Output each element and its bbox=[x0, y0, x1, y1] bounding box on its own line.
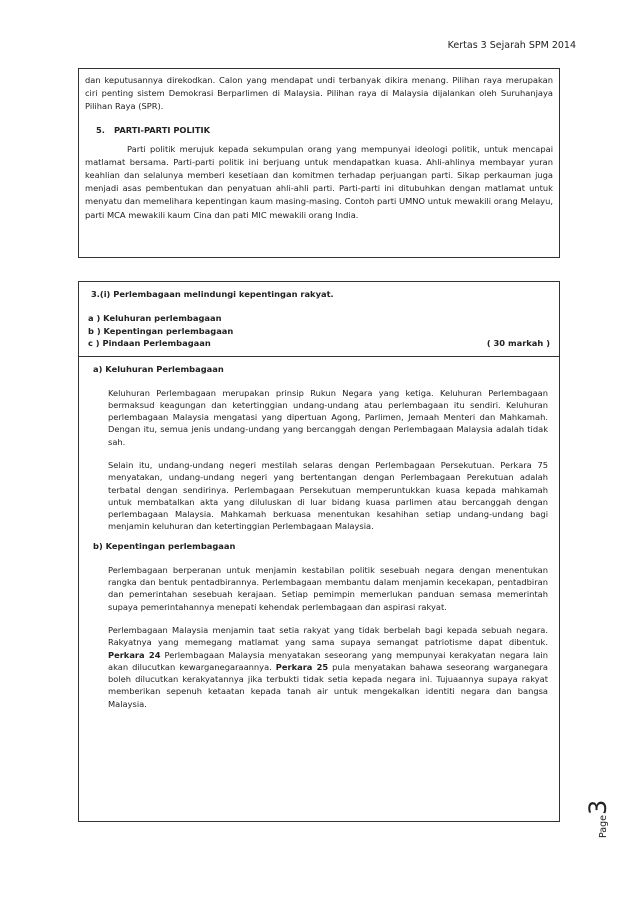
question-marks: ( 30 markah ) bbox=[486, 338, 550, 348]
essay-box bbox=[78, 281, 560, 822]
election-paragraph: dan keputusannya direkodkan. Calon yang mendapat undi terbanyak dikira menang. Pilihan raya merupakan ciri penting sistem Demokrasi Berparlimen di Malaysia. Pilihan raya di Malaysia dijalankan oleh Suruhanjaya Pilihan Raya (SPR). bbox=[85, 75, 553, 112]
question-item-row bbox=[88, 337, 550, 350]
section-title-text: PARTI-PARTI POLITIK bbox=[114, 124, 211, 135]
section-number: 5. bbox=[96, 124, 105, 135]
text-run: pula menyatakan bahawa seseorang warganegara boleh dilucutkan kerakyatannya jika terbukti tidak setia kepada negara ini. Tujuaannya supaya rakyat memberikan sepenuh ketaatan kepada tanah air untuk mengekalkan identiti negara dan bangsa Malaysia. bbox=[108, 661, 549, 709]
section-5-title bbox=[96, 125, 553, 135]
article-reference: Perkara 24 bbox=[108, 649, 161, 660]
section-b-heading: b) Kepentingan perlembagaan bbox=[93, 540, 236, 551]
section-a bbox=[79, 364, 559, 533]
section-a-paragraph-2: Selain itu, undang-undang negeri mestilah selaras dengan Perlembagaan Persekutuan. Perkara 75 menyatakan, undang-undang negeri yang bertentangan dengan Perlembagaan Perekutuan adalah terbatal dengan sendirinya. Perlembagaan Persekutuan memperuntukkan kuasa kepada mahkamah untuk membatalkan akta yang diluluskan di luar bidang kuasa parlimen atau bercanggah dengan perlembagaan Malaysia. Mahkamah berkuasa menentukan kesahihan setiap undang-undang bagi menjamin keluhuran dan ketertinggian Perlembagaan Malaysia. bbox=[108, 459, 548, 532]
section-b-paragraph-1: Perlembagaan berperanan untuk menjamin kestabilan politik sesebuah negara dengan menentukan rangka dan bentuk pentadbirannya. Perlembagaan membantu dalam menjamin kecekapan, pentadbiran dan pemerintahan sesebuah kerajaan. Setiap pemimpin memerlukan panduan semasa memerintah supaya pemerintahannya menepati kehendak perlembagaan dan aspirasi rakyat. bbox=[108, 564, 548, 612]
page-label: Page bbox=[598, 815, 609, 838]
text-run: Perlembagaan Malaysia menyatakan seseorang yang mempunyai kerakyatan negara lain akan dilucutkan kewarganegaraannya. bbox=[108, 649, 548, 672]
section-a-heading: a) Keluhuran Perlembagaan bbox=[93, 363, 224, 374]
question-item: a ) Keluhuran perlembagaan bbox=[88, 313, 222, 323]
section-a-paragraph-1: Keluhuran Perlembagaan merupakan prinsip Rukun Negara yang ketiga. Keluhuran Perlembagaan bermaksud keagungan dan ketertinggian undang-undang atau perlembagaan itu sendiri. Keluhuran perlembagaan Malaysia mengatasi yang dipertuan Agong, Parlimen, Jemaah Menteri dan Mahkamah. Dengan itu, semua jenis undang-undang yang bercanggah dengan Perlembagaan Malaysia adalah tidak sah. bbox=[108, 387, 548, 447]
section-b bbox=[79, 541, 559, 710]
article-reference: Perkara 25 bbox=[275, 661, 329, 672]
page-number-value: 3 bbox=[584, 799, 612, 815]
question-item: c ) Pindaan Perlembagaan bbox=[88, 338, 211, 348]
section-b-paragraph-2 bbox=[108, 624, 548, 710]
political-parties-paragraph: Parti politik merujuk kepada sekumpulan orang yang mempunyai ideologi politik, untuk mencapai matlamat bersama. Parti-parti politik ini berjuang untuk mendapatkan kuasa. Ahli-ahlinya membayar yuran keahlian dan selalunya memberi kesetiaan dan komitmen terhadap perjuangan parti. Sikap perkauman juga menjadi asas pembentukan dan penyatuan ahli-ahli parti. Parti-parti ini ditubuhkan dengan matlamat untuk menyatu dan memelihara kepentingan kaum masing-masing. Contoh parti UMNO untuk mewakili orang Melayu, parti MCA mewakili kaum Cina dan pati MIC mewakili orang India. bbox=[85, 143, 553, 220]
document-header: Kertas 3 Sejarah SPM 2014 bbox=[447, 40, 576, 51]
question-item: b ) Kepentingan perlembagaan bbox=[88, 325, 234, 336]
notes-box bbox=[78, 68, 560, 258]
page-number bbox=[586, 788, 616, 838]
question-title: 3.(i) Perlembagaan melindungi kepentingan rakyat. bbox=[91, 289, 334, 299]
question-block bbox=[79, 282, 559, 357]
text-run: Perlembagaan Malaysia menjamin taat setia rakyat yang tidak berbelah bagi kepada sebuah negara. Rakyatnya yang memegang matlamat yang sama supaya semangat patriotisme dapat dibentuk. bbox=[108, 624, 548, 648]
